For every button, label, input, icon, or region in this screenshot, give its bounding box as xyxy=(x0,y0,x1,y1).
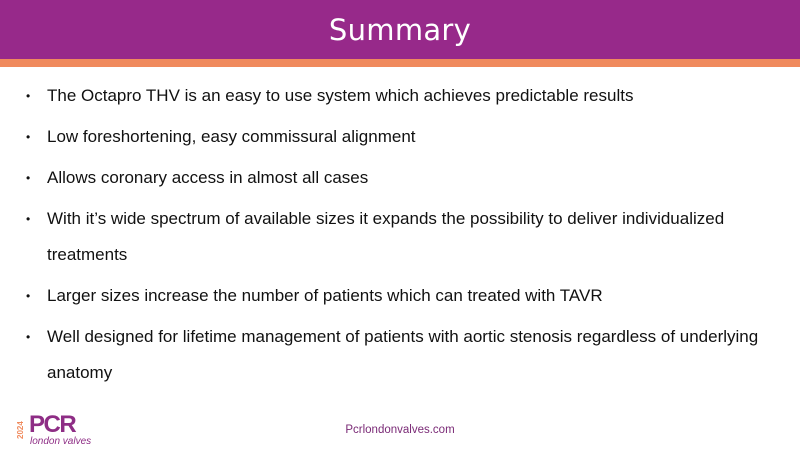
bullet-dot-icon: • xyxy=(26,171,31,185)
logo-brand: PCR xyxy=(29,411,76,438)
bullet-dot-icon: • xyxy=(26,289,31,303)
bullet-text: Allows coronary access in almost all cases xyxy=(47,168,369,187)
bullet-dot-icon: • xyxy=(26,89,31,103)
list-item xyxy=(0,119,800,155)
bullet-list xyxy=(0,78,800,396)
list-item xyxy=(0,201,800,273)
bullet-dot-icon: • xyxy=(26,130,31,144)
logo-year: 2024 xyxy=(16,421,25,439)
title-banner xyxy=(0,0,800,59)
accent-divider xyxy=(0,59,800,67)
bullet-text: Well designed for lifetime management of patients with aortic stenosis regardless of underlying anatomy xyxy=(47,327,759,382)
list-item xyxy=(0,319,800,391)
page-title: Summary xyxy=(328,12,472,47)
logo-subtitle: london valves xyxy=(30,436,92,447)
list-item xyxy=(0,160,800,196)
bullet-dot-icon: • xyxy=(26,330,31,344)
bullet-text: With it’s wide spectrum of available sizes it expands the possibility to deliver individualized treatments xyxy=(47,209,725,264)
list-item xyxy=(0,278,800,314)
footer-url[interactable]: Pcrlondonvalves.com xyxy=(345,424,455,436)
bullet-text: Low foreshortening, easy commissural alignment xyxy=(47,127,416,146)
bullet-text: The Octapro THV is an easy to use system which achieves predictable results xyxy=(47,86,634,105)
bullet-text: Larger sizes increase the number of patients which can treated with TAVR xyxy=(47,286,603,305)
list-item xyxy=(0,78,800,114)
bullet-dot-icon: • xyxy=(26,212,31,226)
